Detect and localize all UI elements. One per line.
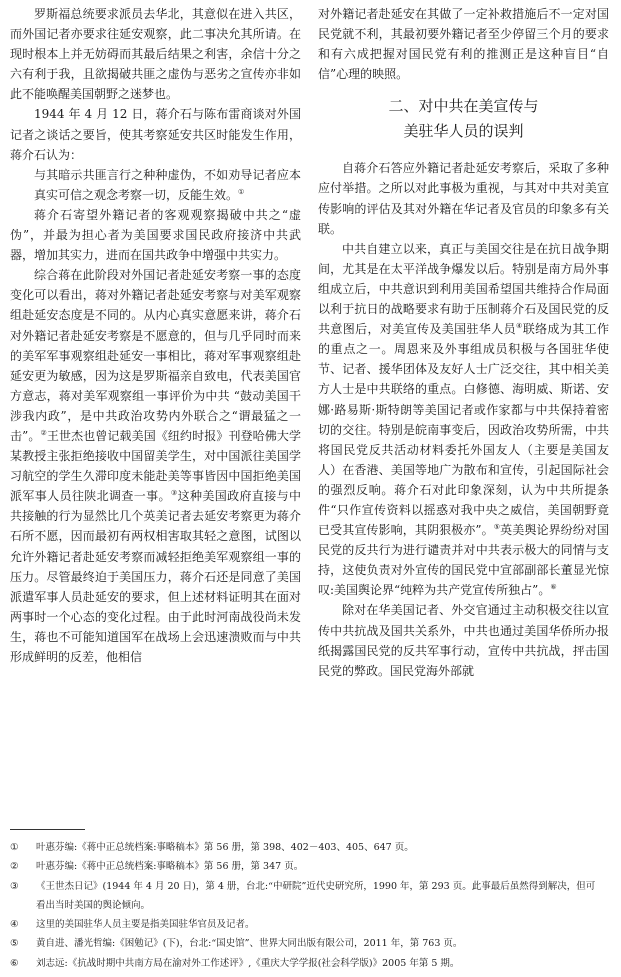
footnote-number: ② bbox=[10, 861, 19, 873]
footnote-ref: ① bbox=[238, 187, 245, 196]
footnote-ref: ④ bbox=[516, 322, 523, 331]
quote-text: 与其暗示共匪言行之种种虚伪，不如劝导记者应本真实可信之观念考察一切，反能生效。 bbox=[34, 167, 301, 202]
paragraph: 对外籍记者赴延安在其做了一定补救措施后不一定对国民党就不利，其最初要外籍记者至少停留三个月的要求和有六成把握对国民党有利的推测正是这种盲目“自信”心理的映照。 bbox=[318, 7, 609, 82]
paragraph: 自蒋介石答应外籍记者赴延安考察后，采取了多种应付举措。之所以对此事极为重视，与其对中共对美宣传影响的评估及其对外籍在华记者及官员的印象多有关联。 bbox=[318, 161, 609, 236]
footnote-text: 黄自进、潘光哲编:《困勉记》(下)，台北:“国史馆”、世界大同出版有限公司，2011 年，第 763 页。 bbox=[36, 938, 463, 950]
footnote-number: ① bbox=[10, 842, 19, 853]
footnote-ref: ⑥ bbox=[550, 583, 557, 592]
footnote-continuation bbox=[10, 896, 610, 915]
left-column bbox=[10, 4, 301, 667]
paragraph-text: 综合蒋在此阶段对外国记者赴延安考察一事的态度变化可以看出，蒋对外籍记者赴延安考察与对美军观察组赴延安态度是不同的。从内心真实意愿来讲，蒋介石对外籍记者赴延安考察是不愿意的，但与几乎同时而来的美军军事观察组赴延安一事相比，蒋对军事观察组赴延安更为敏感，因为这是罗斯福亲自致电，代表美国官方意志，蒋对美军观察组一事评价为中共 “鼓动美国干涉我内政”，是中共政治攻势内外联合之“谓最猛之一击”。 bbox=[10, 268, 301, 443]
footnote bbox=[10, 877, 610, 896]
section-heading-line2: 美驻华人员的误判 bbox=[403, 122, 524, 141]
paragraph: 1944 年 4 月 12 日，蒋介石与陈布雷商谈对外国记者之谈话之要旨，使其考察延安共区时能发生作用，蒋介石认为： bbox=[10, 107, 301, 162]
right-column bbox=[318, 4, 609, 681]
footnote-number: ③ bbox=[10, 880, 19, 892]
paragraph-text: 这种美国政府直接与中共接触的行为显然比几个英美记者去延安考察更为蒋介石所不愿，因而最初有两权相害取其轻之意图，试图以允许外籍记者赴延安考察而减轻拒绝美军观察组一事的压力。尽管最终迫于美国压力，蒋介石还是同意了美国派遣军事人员赴延安的要求，但上述材料证明其在面对两事时一个心态的变化过程。由于此时河南战役尚未发生，蒋也不可能知道国军在战场上会迅速溃败而与中共形成鲜明的反差，他相信 bbox=[10, 489, 301, 664]
footnote-ref: ⑤ bbox=[493, 523, 501, 532]
paragraph-text: 联络成为其工作的重点之一。周恩来及外事组成员积极与各国驻华使节、记者、援华团体及友好人士广泛交往，其中相关美方人士是中共联络的重点。白修德、海明威、斯诺、安娜·路易斯·斯特朗等美国记者或作家都与中共保持着密切的交往。特别是皖南事变后，因政治攻势所需，中共将国民党反共活动材料委托外国友人（主要是美国友人）在香港、美国等地广为散布和宣传，引起国际社会的强烈反响。蒋介石对此印象深刻，认为中共所提条件“只作宣传资料以摇惑对我中央之威信，美国朝野竟已受其宣传影响，其阴狠极亦”。 bbox=[318, 322, 609, 538]
paragraph bbox=[318, 239, 609, 601]
footnote-ref: ③ bbox=[170, 489, 178, 498]
footnote-text: 叶惠芬编:《蒋中正总统档案:事略稿本》第 56 册，第 347 页。 bbox=[36, 861, 304, 873]
paragraph-text: 英美舆论界纷纷对国民党的反共行为进行谴责并对中共表示极大的同情与支持，这使负责对外宣传的国民党中宣部副部长董显光惊叹:美国舆论界“纯粹为共产党宣传所独占”。 bbox=[318, 523, 609, 598]
block-quote bbox=[10, 165, 301, 205]
paragraph-text: 中共自建立以来，真正与美国交往是在抗日战争期间，尤其是在太平洋战争爆发以后。特别是南方局外事组成立后，中共意识到利用美国希望国共维持合作局面以利于抗日的战略要求有助于压制蒋介石及国民党的反共意图后，对美宣传及美国驻华人员 bbox=[318, 241, 609, 337]
footnote bbox=[10, 915, 610, 934]
footnote-number: ⑤ bbox=[10, 938, 19, 950]
footnote-number: ⑥ bbox=[10, 957, 19, 969]
footnote-text: 叶惠芬编:《蒋中正总统档案:事略稿本》第 56 册，第 398、402－403、405、647 页。 bbox=[36, 842, 414, 853]
paragraph: 除对在华美国记者、外交官通过主动积极交往以宣传中共抗战及国共关系外，中共也通过美国华侨所办报纸揭露国民党的反共军事行动，宣传中共抗战，抨击国民党的弊政。国民党海外部就 bbox=[318, 603, 609, 678]
footnote bbox=[10, 934, 610, 953]
footnote-number: ④ bbox=[10, 919, 19, 931]
footnote bbox=[10, 857, 610, 876]
footnote-separator bbox=[10, 829, 85, 830]
footnote-ref: ② bbox=[40, 428, 47, 437]
paragraph-text: 王世杰也曾记载美国《纽约时报》刊登哈佛大学某教授主张拒绝接收中国留美学生，对中国派往美国学习航空的学生久滞印度未能赴美等事皆因中国拒绝美国派军事人员往陕北调查一事。 bbox=[10, 428, 301, 504]
footnotes bbox=[10, 838, 610, 973]
footnote-text: 《王世杰日记》(1944 年 4 月 20 日)，第 4 册，台北:“中研院”近代史研究所，1990 年，第 293 页。此事最后虽然得到解决，但可 bbox=[36, 880, 596, 892]
paragraph bbox=[10, 265, 301, 667]
footnote-number bbox=[10, 896, 36, 915]
footnote-text: 刘志远:《抗战时期中共南方局在渝对外工作述评》,《重庆大学学报(社会科学版)》2005 年第 5 期。 bbox=[36, 957, 460, 969]
paragraph: 蒋介石寄望外籍记者的客观观察揭破中共之“虚伪”，并最为担心者为美国要求国民政府接济中共武器，增加其实力，进而在国共政争中增强中共实力。 bbox=[10, 207, 301, 263]
footnote-text: 看出当时美国的舆论倾向。 bbox=[36, 899, 151, 911]
footnote bbox=[10, 954, 610, 973]
section-heading-line1: 二、对中共在美宣传与 bbox=[388, 97, 539, 116]
footnote-text: 这里的美国驻华人员主要是指美国驻华官员及记者。 bbox=[36, 919, 255, 931]
paragraph: 罗斯福总统要求派员去华北，其意似在进入共区，而外国记者亦要求往延安观察，此二事决允其所请。在现时根本上并无妨碍而其最后结果之利害，余信十分之六有利于我，且欲揭破共匪之虚伪与恶劣之宣传亦非如此不能唤醒美国朝野之迷梦也。 bbox=[10, 7, 301, 102]
section-heading bbox=[318, 94, 609, 144]
footnote bbox=[10, 838, 610, 857]
